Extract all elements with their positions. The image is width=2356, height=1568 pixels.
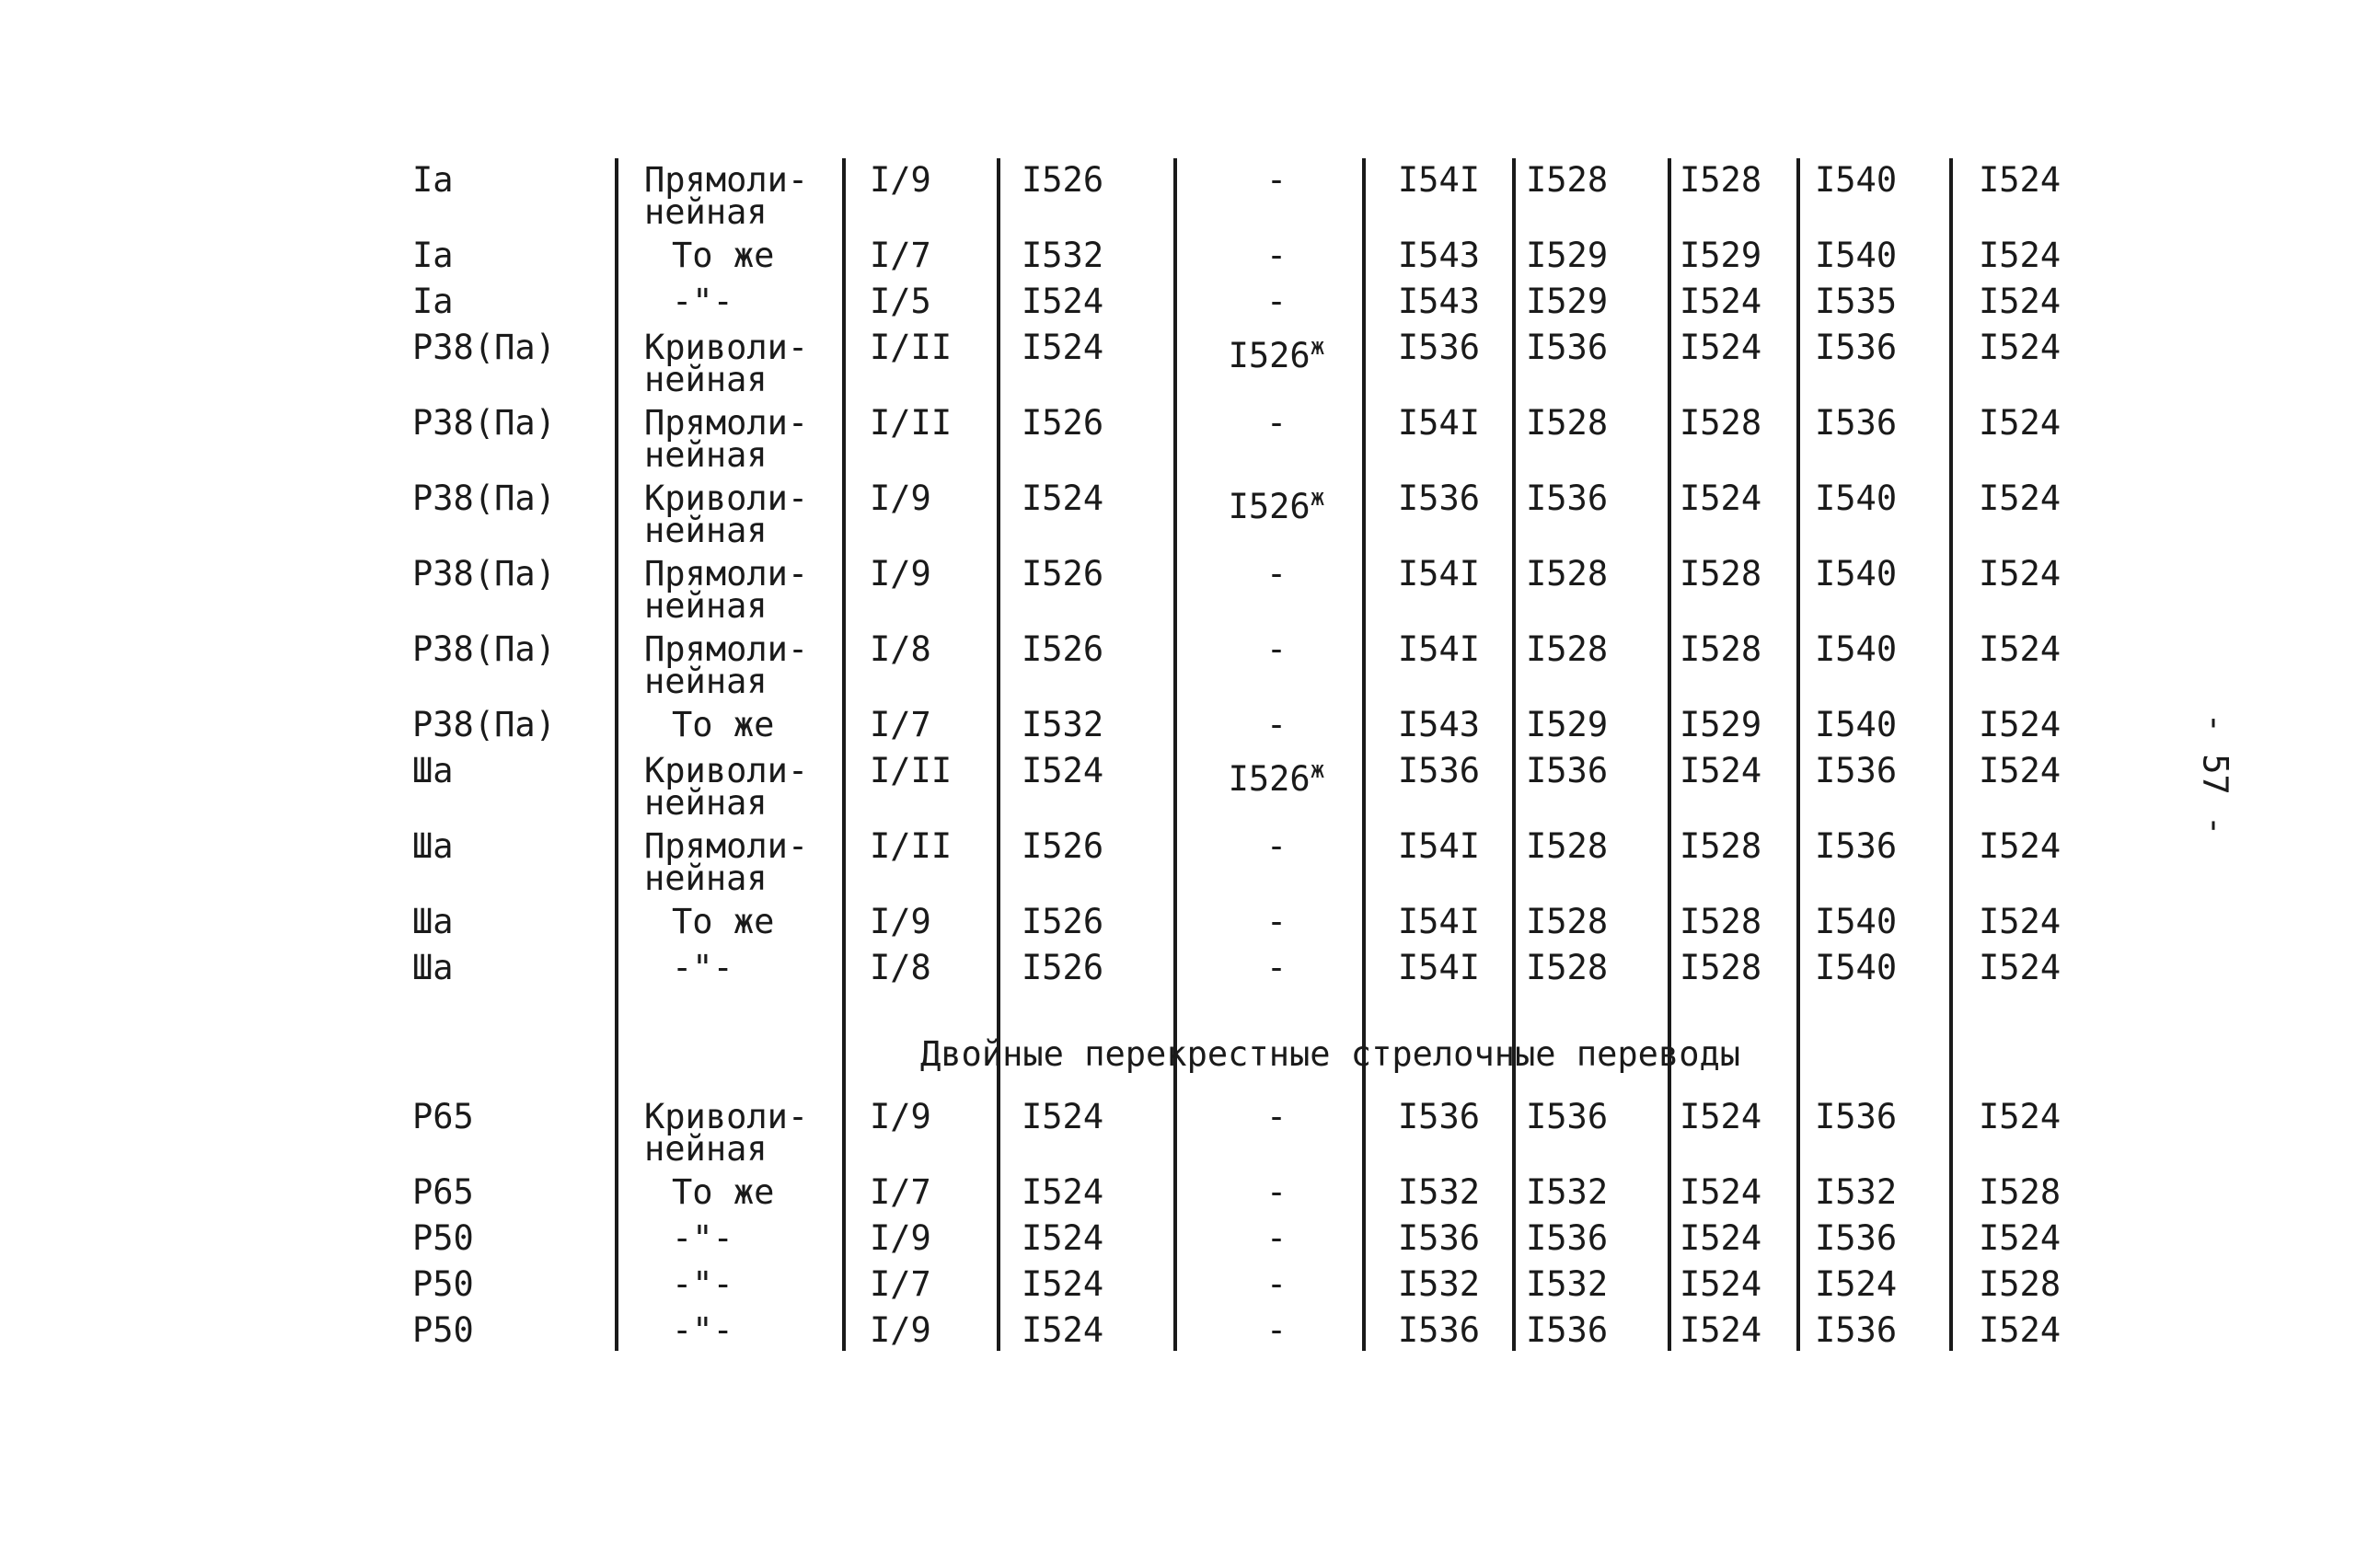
value-cell: I524 bbox=[1979, 236, 2062, 275]
value-cell: I536 bbox=[1526, 751, 1609, 790]
value-cell: I524 bbox=[1979, 478, 2062, 518]
value-text: - bbox=[1265, 1310, 1288, 1350]
table-row bbox=[396, 1172, 2117, 1222]
table-row bbox=[396, 236, 2117, 285]
footnote-mark: ж bbox=[1310, 756, 1325, 784]
value-cell: I536 bbox=[1397, 1097, 1480, 1136]
direction-line1: Прямоли- bbox=[644, 160, 809, 200]
value-cell: I524 bbox=[1022, 1264, 1104, 1304]
value-cell: I536 bbox=[1397, 1310, 1480, 1350]
page-number: - 57 - bbox=[2195, 712, 2235, 836]
value-cell: I543 bbox=[1397, 236, 1480, 275]
section-caption: Двойные перекрестные стрелочные переводы bbox=[920, 1034, 1741, 1074]
direction-line2: нейная bbox=[644, 662, 768, 701]
value-cell: I529 bbox=[1526, 236, 1609, 275]
value-cell: I532 bbox=[1815, 1172, 1898, 1212]
value-cell: I524 bbox=[1680, 751, 1762, 790]
value-cell: I528 bbox=[1526, 826, 1609, 866]
value-text: - bbox=[1265, 1172, 1288, 1212]
value-cell: I529 bbox=[1526, 705, 1609, 744]
direction-line2: нейная bbox=[644, 192, 768, 232]
value-cell: I536 bbox=[1815, 403, 1898, 443]
value-text: - bbox=[1265, 1264, 1288, 1304]
value-cell: I535 bbox=[1815, 282, 1898, 321]
rail-type-cell: Ша bbox=[412, 751, 454, 790]
value-cell: I524 bbox=[1022, 1172, 1104, 1212]
value-cell: I540 bbox=[1815, 554, 1898, 594]
ratio-cell: I/9 bbox=[870, 902, 931, 941]
value-cell: I524 bbox=[1680, 282, 1762, 321]
direction-line2: нейная bbox=[644, 1129, 768, 1169]
table-row bbox=[396, 826, 2117, 905]
direction-line2: нейная bbox=[644, 586, 768, 626]
value-cell: I536 bbox=[1815, 751, 1898, 790]
rail-type-cell: Ша bbox=[412, 902, 454, 941]
ratio-cell: I/II bbox=[870, 403, 953, 443]
footnote-mark: ж bbox=[1310, 333, 1325, 361]
table-row bbox=[396, 554, 2117, 633]
rail-type-cell: Р65 bbox=[412, 1097, 474, 1136]
direction-line2: нейная bbox=[644, 435, 768, 475]
value-cell: I532 bbox=[1526, 1172, 1609, 1212]
value-cell: I524 bbox=[1680, 1218, 1762, 1258]
value-text: - bbox=[1265, 160, 1288, 200]
direction-line1: То же bbox=[672, 705, 775, 744]
value-cell: I528 bbox=[1979, 1264, 2062, 1304]
value-cell: I524 bbox=[1022, 1097, 1104, 1136]
value-cell: I526 bbox=[1022, 403, 1104, 443]
direction-line2: нейная bbox=[644, 360, 768, 399]
direction-line1: Криволи- bbox=[644, 751, 809, 790]
ratio-cell: I/7 bbox=[870, 1172, 931, 1212]
value-cell: I528 bbox=[1526, 160, 1609, 200]
value-cell: I540 bbox=[1815, 478, 1898, 518]
rail-type-cell: Р38(Па) bbox=[412, 629, 556, 669]
rail-type-cell: Р65 bbox=[412, 1172, 474, 1212]
value-cell: I524 bbox=[1022, 1218, 1104, 1258]
value-cell: I536 bbox=[1526, 1218, 1609, 1258]
value-cell: I528 bbox=[1680, 629, 1762, 669]
value-cell: I524 bbox=[1680, 328, 1762, 367]
value-cell: I526 bbox=[1022, 629, 1104, 669]
direction-line1: -"- bbox=[672, 1218, 733, 1258]
ratio-cell: I/9 bbox=[870, 1310, 931, 1350]
table-row bbox=[396, 282, 2117, 331]
table-row bbox=[396, 403, 2117, 482]
value-cell: I540 bbox=[1815, 629, 1898, 669]
value-cell: I524 bbox=[1979, 826, 2062, 866]
value-text: - bbox=[1265, 826, 1288, 866]
value-text: - bbox=[1265, 705, 1288, 744]
value-cell: I524 bbox=[1680, 1264, 1762, 1304]
value-cell: I528 bbox=[1680, 160, 1762, 200]
value-cell: I532 bbox=[1397, 1264, 1480, 1304]
value-cell: I536 bbox=[1397, 751, 1480, 790]
direction-line1: Криволи- bbox=[644, 478, 809, 518]
value-cell: I524 bbox=[1979, 1310, 2062, 1350]
value-text: - bbox=[1265, 1097, 1288, 1136]
ratio-cell: I/9 bbox=[870, 554, 931, 594]
value-cell: I526 bbox=[1022, 160, 1104, 200]
direction-line1: Прямоли- bbox=[644, 403, 809, 443]
value-cell: I532 bbox=[1022, 705, 1104, 744]
rail-type-cell: Ша bbox=[412, 948, 454, 987]
rail-type-cell: Р38(Па) bbox=[412, 478, 556, 518]
value-cell: I528 bbox=[1526, 902, 1609, 941]
value-cell: I536 bbox=[1815, 1310, 1898, 1350]
direction-line1: -"- bbox=[672, 948, 733, 987]
value-cell: I526 bbox=[1022, 902, 1104, 941]
value-cell: I528 bbox=[1680, 948, 1762, 987]
direction-line1: Криволи- bbox=[644, 328, 809, 367]
table-row bbox=[396, 948, 2117, 997]
value-cell: I536 bbox=[1397, 328, 1480, 367]
direction-line1: -"- bbox=[672, 1264, 733, 1304]
value-text: - bbox=[1265, 629, 1288, 669]
ratio-cell: I/9 bbox=[870, 478, 931, 518]
value-cell: I524 bbox=[1979, 1097, 2062, 1136]
ratio-cell: I/8 bbox=[870, 948, 931, 987]
value-cell: I524 bbox=[1979, 1218, 2062, 1258]
value-cell: I528 bbox=[1526, 403, 1609, 443]
table-row bbox=[396, 751, 2117, 830]
value-text: I526 bbox=[1228, 487, 1311, 526]
table-row bbox=[396, 1310, 2117, 1360]
direction-line2: нейная bbox=[644, 783, 768, 823]
direction-line1: -"- bbox=[672, 282, 733, 321]
ratio-cell: I/7 bbox=[870, 705, 931, 744]
value-cell: I540 bbox=[1815, 948, 1898, 987]
rail-type-cell: Р50 bbox=[412, 1264, 474, 1304]
ratio-cell: I/8 bbox=[870, 629, 931, 669]
rail-type-cell: Ia bbox=[412, 282, 454, 321]
value-cell: I528 bbox=[1680, 902, 1762, 941]
value-cell: I524 bbox=[1979, 328, 2062, 367]
table-row bbox=[396, 902, 2117, 951]
value-cell: I524 bbox=[1979, 160, 2062, 200]
value-cell: I524 bbox=[1022, 478, 1104, 518]
rail-type-cell: Ia bbox=[412, 236, 454, 275]
rail-type-cell: Ша bbox=[412, 826, 454, 866]
value-cell: I524 bbox=[1979, 751, 2062, 790]
value-cell: I532 bbox=[1397, 1172, 1480, 1212]
value-cell: I524 bbox=[1680, 1310, 1762, 1350]
value-cell: I54I bbox=[1397, 403, 1480, 443]
value-cell: I524 bbox=[1680, 478, 1762, 518]
table-row bbox=[396, 1218, 2117, 1268]
value-cell: I529 bbox=[1680, 705, 1762, 744]
direction-line1: -"- bbox=[672, 1310, 733, 1350]
value-text: - bbox=[1265, 902, 1288, 941]
value-cell: I524 bbox=[1979, 554, 2062, 594]
value-text: I526 bbox=[1228, 336, 1311, 375]
value-text: - bbox=[1265, 1218, 1288, 1258]
value-cell: I529 bbox=[1680, 236, 1762, 275]
table-row bbox=[396, 160, 2117, 239]
value-cell: I524 bbox=[1979, 902, 2062, 941]
value-cell: I528 bbox=[1526, 948, 1609, 987]
value-cell: I54I bbox=[1397, 948, 1480, 987]
value-cell: I524 bbox=[1680, 1172, 1762, 1212]
value-cell: I536 bbox=[1815, 1218, 1898, 1258]
value-cell: I528 bbox=[1680, 554, 1762, 594]
table-row bbox=[396, 1097, 2117, 1176]
value-text: I526 bbox=[1228, 759, 1311, 799]
value-cell: I532 bbox=[1022, 236, 1104, 275]
rail-type-cell: Р38(Па) bbox=[412, 705, 556, 744]
ratio-cell: I/9 bbox=[870, 160, 931, 200]
value-cell: I528 bbox=[1979, 1172, 2062, 1212]
value-cell: I540 bbox=[1815, 902, 1898, 941]
value-cell: I540 bbox=[1815, 705, 1898, 744]
direction-line2: нейная bbox=[644, 511, 768, 550]
value-cell: I536 bbox=[1397, 1218, 1480, 1258]
direction-line1: То же bbox=[672, 236, 775, 275]
ratio-cell: I/9 bbox=[870, 1218, 931, 1258]
rail-type-cell: Ia bbox=[412, 160, 454, 200]
value-cell: I54I bbox=[1397, 629, 1480, 669]
ratio-cell: I/II bbox=[870, 328, 953, 367]
value-cell: I536 bbox=[1526, 478, 1609, 518]
value-cell: I524 bbox=[1022, 282, 1104, 321]
rail-type-cell: Р50 bbox=[412, 1218, 474, 1258]
rail-type-cell: Р38(Па) bbox=[412, 328, 556, 367]
direction-line1: Прямоли- bbox=[644, 554, 809, 594]
value-cell: I524 bbox=[1979, 403, 2062, 443]
value-cell: I528 bbox=[1680, 826, 1762, 866]
direction-line1: То же bbox=[672, 902, 775, 941]
value-cell: I536 bbox=[1815, 826, 1898, 866]
value-cell: I536 bbox=[1397, 478, 1480, 518]
table-row bbox=[396, 629, 2117, 709]
value-cell: I524 bbox=[1680, 1097, 1762, 1136]
value-cell: I526 bbox=[1022, 948, 1104, 987]
value-cell: I524 bbox=[1979, 629, 2062, 669]
value-text: - bbox=[1265, 282, 1288, 321]
switch-table-lower bbox=[396, 1097, 2117, 1360]
value-text: - bbox=[1265, 948, 1288, 987]
value-cell: I524 bbox=[1022, 1310, 1104, 1350]
value-cell: I54I bbox=[1397, 826, 1480, 866]
value-cell: I526 bbox=[1022, 826, 1104, 866]
value-cell: I528 bbox=[1680, 403, 1762, 443]
table-row bbox=[396, 705, 2117, 755]
direction-line1: Прямоли- bbox=[644, 826, 809, 866]
value-cell: I526 bbox=[1022, 554, 1104, 594]
rail-type-cell: Р38(Па) bbox=[412, 403, 556, 443]
table-row bbox=[396, 478, 2117, 558]
direction-line1: То же bbox=[672, 1172, 775, 1212]
footnote-mark: ж bbox=[1310, 484, 1325, 512]
value-text: - bbox=[1265, 236, 1288, 275]
value-cell: I54I bbox=[1397, 554, 1480, 594]
value-cell: I529 bbox=[1526, 282, 1609, 321]
value-cell: I524 bbox=[1815, 1264, 1898, 1304]
value-text: - bbox=[1265, 403, 1288, 443]
value-cell: I540 bbox=[1815, 160, 1898, 200]
direction-line2: нейная bbox=[644, 859, 768, 898]
ratio-cell: I/II bbox=[870, 826, 953, 866]
ratio-cell: I/9 bbox=[870, 1097, 931, 1136]
value-cell: I54I bbox=[1397, 902, 1480, 941]
value-cell: I524 bbox=[1979, 948, 2062, 987]
value-cell: I528 bbox=[1526, 554, 1609, 594]
value-cell: I540 bbox=[1815, 236, 1898, 275]
value-cell: I543 bbox=[1397, 705, 1480, 744]
value-cell: I528 bbox=[1526, 629, 1609, 669]
value-cell: I524 bbox=[1979, 705, 2062, 744]
direction-line1: Криволи- bbox=[644, 1097, 809, 1136]
value-cell: I524 bbox=[1979, 282, 2062, 321]
switch-table-upper bbox=[396, 160, 2117, 997]
value-cell: I536 bbox=[1815, 328, 1898, 367]
direction-line1: Прямоли- bbox=[644, 629, 809, 669]
table-row bbox=[396, 1264, 2117, 1314]
ratio-cell: I/7 bbox=[870, 236, 931, 275]
rail-type-cell: Р38(Па) bbox=[412, 554, 556, 594]
value-text: - bbox=[1265, 554, 1288, 594]
value-cell: I536 bbox=[1526, 1310, 1609, 1350]
value-cell: I536 bbox=[1526, 328, 1609, 367]
value-cell: I524 bbox=[1022, 751, 1104, 790]
ratio-cell: I/7 bbox=[870, 1264, 931, 1304]
value-cell: I536 bbox=[1815, 1097, 1898, 1136]
value-cell: I536 bbox=[1526, 1097, 1609, 1136]
value-cell: I532 bbox=[1526, 1264, 1609, 1304]
value-cell: I543 bbox=[1397, 282, 1480, 321]
rail-type-cell: Р50 bbox=[412, 1310, 474, 1350]
ratio-cell: I/II bbox=[870, 751, 953, 790]
ratio-cell: I/5 bbox=[870, 282, 931, 321]
table-row bbox=[396, 328, 2117, 407]
value-cell: I54I bbox=[1397, 160, 1480, 200]
value-cell: I524 bbox=[1022, 328, 1104, 367]
